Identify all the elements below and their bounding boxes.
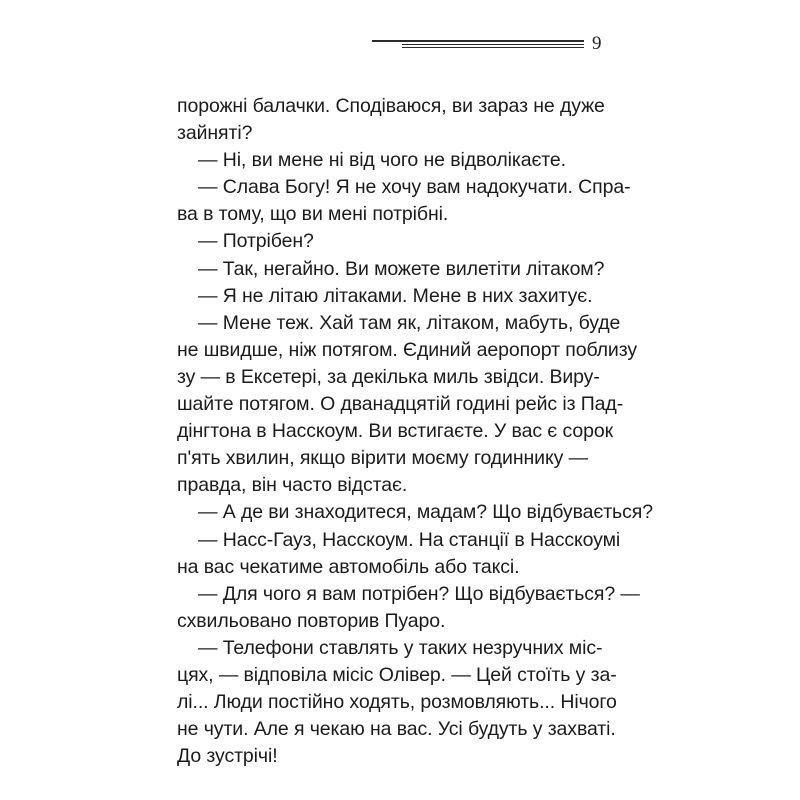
- text-line: не чути. Але я чекаю на вас. Усі будуть у захваті.: [177, 718, 616, 741]
- text-line: — Ні, ви мене ні від чого не відволікаєте.: [198, 149, 566, 172]
- text-line: не швидше, ніж потягом. Єдиний аеропорт поблизу: [177, 338, 637, 361]
- text-line: — Я не літаю літаками. Мене в них захитує.: [198, 284, 593, 307]
- text-line: порожні балачки. Сподіваюся, ви зараз не дуже: [177, 95, 605, 117]
- text-line: — Для чого я вам потрібен? Що відбувається? —: [198, 582, 640, 605]
- text-line: — Слава Богу! Я не хочу вам надокучати. Спра-: [198, 176, 631, 199]
- text-line: п'ять хвилин, якщо вірити моєму годиннику —: [177, 447, 588, 470]
- text-line: — Мене теж. Хай там як, літаком, мабуть, буде: [198, 311, 621, 334]
- text-line: — Потрібен?: [198, 230, 314, 253]
- text-line: шайте потягом. О дванадцятій годині рейс із Пад-: [177, 393, 624, 416]
- text-line: цях, — відповіла місіс Олівер. — Цей стоїть у за-: [177, 663, 617, 686]
- text-line: зайняті?: [177, 122, 253, 145]
- text-line: — Насс-Гауз, Насскоум. На станції в Насскоумі: [198, 528, 621, 551]
- text-line: лі... Люди постійно ходять, розмовляють... Нічого: [177, 691, 617, 714]
- header-rule-line: [372, 40, 584, 42]
- text-line: дінгтона в Насскоум. Ви встигаєте. У вас є сорок: [177, 420, 613, 443]
- text-line: ва в тому, що ви мені потрібні.: [177, 203, 449, 226]
- text-line: — Телефони ставлять у таких незручних міс-: [198, 636, 603, 659]
- header-rule-line: [402, 44, 584, 45]
- text-line: на вас чекатиме автомобіль або таксі.: [177, 555, 520, 578]
- body-text: [177, 93, 653, 770]
- text-line: — А де ви знаходитеся, мадам? Що відбувається?: [198, 501, 653, 524]
- header-rule-ornament: [372, 38, 584, 50]
- text-line: схвильовано повторив Пуаро.: [177, 609, 446, 632]
- header-rule-line: [402, 47, 584, 48]
- page-number: 9: [592, 33, 602, 54]
- text-line: зу — в Ексетері, за декілька миль звідси. Виру-: [177, 365, 600, 388]
- text-line: — Так, негайно. Ви можете вилетіти літаком?: [198, 257, 605, 280]
- text-line: правда, він часто відстає.: [177, 474, 408, 497]
- text-line: До зустрічі!: [177, 745, 278, 768]
